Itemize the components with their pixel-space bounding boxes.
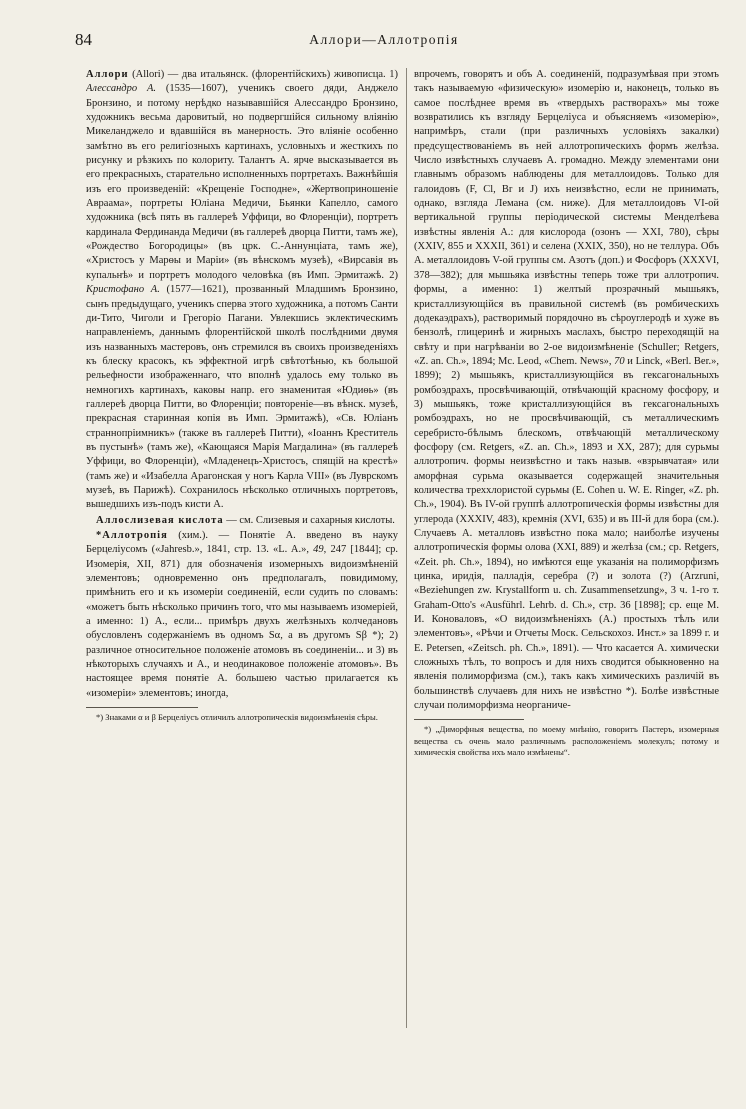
headword-allotropia: *Аллотропія: [96, 530, 168, 541]
allotropia-continued: впрочемъ, говорятъ и объ А. соединеній, подразумѣвая при этомъ такъ называемую «физическую» изомерію и, наконецъ, только въ самое послѣднее время въ «твердыхъ растворахъ» мы тоже возвратились къ взгляду Берцеліуса и объясняемъ «изомерію», напримѣръ, стали (при различныхъ условіяхъ закалки) предсуществованіемъ въ ней аллотропическихъ формъ желѣза. Число извѣстныхъ случаевъ А. громадно. Между элементами они главнымъ образомъ наблюдены для металлоидовъ. Только для галоидовъ (F, Cl, Br и J) ихъ неизвѣстно, если не принимать, однако, взгляда Лемана (см. ниже). Для металлоидовъ VI-ой вертикальной группы періодической системы Менделѣева извѣстны явленія А.: для кислорода (озонъ — XXI, 780), сѣры (XXIV, 855 и XXXII, 361) и селена (XXIX, 350), но не теллура. Объ А. металлоидовъ V-ой группы см. Азотъ (доп.) и Фосфоръ (XXXVI, 378—382); для мышьяка извѣстны теперь тоже три аллотропич. формы, а именно: 1) желтый прозрачный мышьякъ, кристаллизующійся въ правильной системѣ (въ ромбическихъ додекаэдрахъ), растворимый порядочно въ сѣроуглеродѣ и хуже въ бензолѣ, глицеринѣ и жирныхъ маслахъ, быстро переходящій на свѣту и при нагрѣваніи во 2-ое видоизмѣненіе (Schuller; Retgers, «Z. an. Ch.», 1894; Mc. Leod, «Chem. News», 70 и Linck, «Berl. Ber.», 1899); 2) мышьякъ, кристаллизующійся въ гексагональныхъ ромбоэдрахъ, просвѣчивающій, отвѣчающій красному фосфору, и 3) мышьякъ, тоже кристаллизующійся въ гексагональныхъ ромбоэдрахъ, но не просвѣчивающій, съ металлическимъ серебристо-бѣлымъ блескомъ, отвѣчающій металлическому фосфору (см. Retgers, «Z. an. Ch.», 1893 и XX, 287); для сурьмы аллотропич. формы неизвѣстно и такъ назыв. «взрывчатая» или аморфная сурьма оказывается содержащей значительныя количества треххлористой сурьмы (E. Cohen u. W. E. Ringer, «Z. ph. Ch.», 1904). Въ IV-ой группѣ аллотропическія формы извѣстны для углерода (XXXIV, 483), кремнія (XVI, 635) и въ III-й для бора (см.). Случаевъ А. металловъ извѣстно пока мало; наиболѣе изучены аллотропическія формы олова (XXI, 889) и желѣза (см.; ср. Retgers, «Zeit. ph. Ch.», 1894), но имѣются еще указанія на полиморфизмъ цинка, иридія, палладія, серебра (?) и золота (?) (Arzruni, «Beziehungen zw. Krystallform u. ch. Zusammensetzung», 3 ч. 1-го т. Graham-Otto's «Ausführl. Lehrb. d. Ch.», стр. 36 [1898]; ср. еще М. И. Коноваловъ, «О видоизмѣненіяхъ (А.) простыхъ тѣлъ или элементовъ», «Рѣчи и Отчеты Моск. Сельскохоз. Инст.» за 1899 г. и E. Petersen, «Zeitsch. ph. Ch.», 1891). — Что касается А. химически сложныхъ тѣлъ, то вопросъ и для нихъ сводится обыкновенно на явленія полиморфизма (см.), такъ какъ химическихъ различій въ большинствѣ случаевъ для нихъ не извѣстно *). Болѣе извѣстные случаи полиморфизма неорганиче-: [414, 69, 719, 712]
footnote-left: *) Знаками α и β Берцеліусъ отличилъ аллотропическія видоизмѣненія сѣры.: [96, 712, 378, 723]
page-number: 84: [75, 30, 92, 49]
headword-alloslizevaya: Аллослизевая кислота: [96, 514, 224, 526]
entry-allotropia: *Аллотропія (хим.). — Понятіе А. введено въ науку Берцеліусомъ («Jahresb.», 1841, стр. 13. «L. A.», 49, 247 [1844]; ср. Изомерія, XII, 871) для обозначенія изомерныхъ видоизмѣненій элементовъ; одновременно онъ предполагалъ, повидимому, примѣнить его и къ изомеріи соединеній, если судить по словамъ: «можетъ быть нѣсколько причинъ того, что мы называемъ изомеріей, а именно: 1) А., если... примѣръ двухъ желѣзныхъ колчедановъ обусловленъ содержаніемъ въ одномъ Sα, а въ другомъ Sβ *); 2) различное относительное положеніе атомовъ въ соединеніи... и 3) въ нѣкоторыхъ случаяхъ и А., и неодинаковое положеніе атомовъ». Въ настоящее время понятіе А. большею частью прилагается къ «изомеріи» элементовъ; иногда,: [86, 530, 398, 699]
column-divider: [406, 68, 407, 1028]
footnote-rule: [414, 719, 524, 720]
name-alessandro: Алессандро А.: [86, 83, 157, 95]
name-cristofano: Кристофано А.: [86, 284, 160, 296]
page-header: [75, 30, 693, 54]
volume-ref: 49: [313, 544, 324, 556]
entry-alloslizevaya: Аллослизевая кислота — см. Слизевыя и сахарныя кислоты.: [96, 514, 395, 526]
footnote-right: *) „Диморфныя вещества, по моему мнѣнію, говоритъ Пастеръ, изомерныя вещества съ очень мало различнымъ расположеніемъ молекулъ; потому и химическія свойства ихъ мало измѣнены“.: [414, 724, 719, 758]
right-column: [414, 68, 719, 1043]
running-head: Аллори—Аллотропія: [309, 32, 459, 47]
entry-allori: Аллори (Allori) — два итальянск. (флорентійскихъ) живописца. 1) Алессандро А. (1535—1607), ученикъ своего дяди, Анджело Бронзино, и потому нерѣдко называвшійся Алессандро Бронзино, художникъ весьма даровитый, но подвергшійся сильному вліянію Микеланджело и вдавшійся въ манерность. Это вліяніе особенно замѣтно въ его религіозныхъ картинахъ, условныхъ и жесткихъ по рисунку и рѣзкихъ по колориту. Талантъ А. ярче высказывается въ его прекрасныхъ, старательно исполненныхъ портретахъ. Важнѣйшія изъ его произведеній: «Крещеніе Господне», «Жертвоприношеніе Авраама», портреты Юліана Медичи, Бьянки Капелло, самого художника (всѣ пять въ галлереѣ Уффици, во Флоренціи), портретъ кардинала Фердинанда Медичи (въ галлереѣ дворца Питти, тамъ же), «Рождество Богородицы» (въ црк. С.-Аннунціата, тамъ же), «Христосъ у Марѳы и Маріи» (въ вѣнскомъ музеѣ), «Вирсавія въ купальнѣ» и портретъ молодого человѣка (въ Имп. Эрмитажѣ. 2) Кристофано А. (1577—1621), прозванный Младшимъ Бронзино, сынъ предыдущаго, ученикъ сперва этого художника, а потомъ Санти ди-Тито, Чиголи и Грегоріо Пагани. Увлекшись эклектическимъ направленіемъ, даннымъ флорентійской школѣ послѣдними двумя изъ названныхъ мастеровъ, онъ стремился въ своихъ произведеніяхъ къ блеску красокъ, къ эффектной игрѣ свѣтотѣнью, къ большой рельефности изображеннаго, что вполнѣ удалось ему только въ немногихъ картинахъ, каковы напр. его знаменитая «Юдиѳь» (въ галлереѣ дворца Питти, во Флоренціи; повтореніе—въ вѣнск. музеѣ, прекрасная старинная копія въ Имп. Эрмитажѣ), «Св. Юліанъ страннопріимникъ» (также въ галлереѣ Питти), «Іоаннъ Креститель въ пустынѣ» (тамъ же), «Кающаяся Марія Магдалина» (въ галлереѣ Уффици, во Флоренціи), «Младенецъ-Христосъ, спящій на крестѣ» (тамъ же) и «Изабелла Арагонская у ногъ Карла VIII» (въ Луврскомъ музеѣ, въ Парижѣ). Сохранилось нѣсколько отличныхъ портретовъ, вышедшихъ изъ-подъ кисти А.: [86, 69, 398, 511]
left-column: [86, 68, 398, 1028]
volume-ref: 70: [614, 355, 625, 367]
footnote-rule: [86, 707, 198, 708]
headword-allori: Аллори: [86, 69, 129, 80]
